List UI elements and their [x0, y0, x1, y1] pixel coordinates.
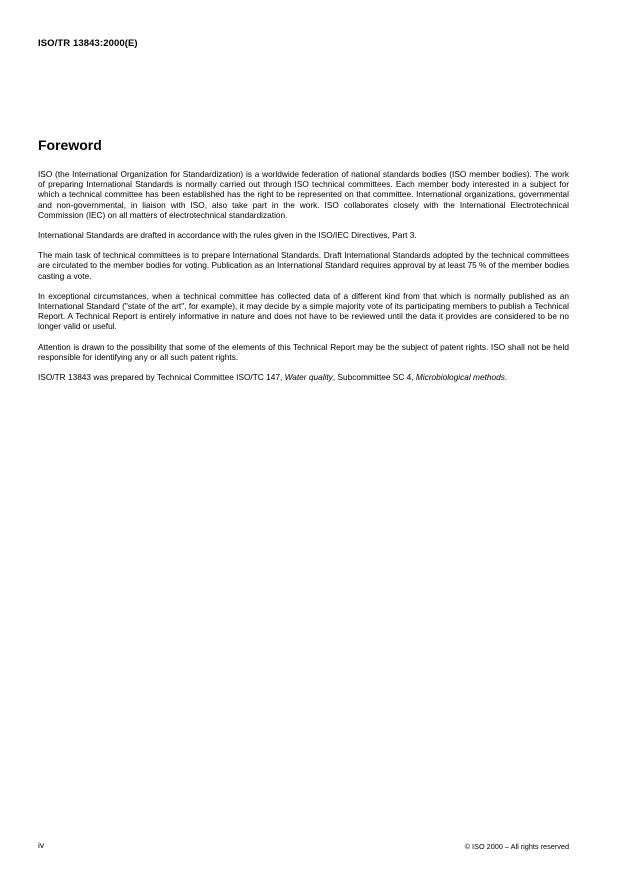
page-number: iv [38, 840, 45, 850]
prepared-by-text-3: . [504, 372, 508, 383]
page-title: Foreword [38, 137, 102, 153]
prepared-by-text-2: , Subcommittee SC 4, [332, 372, 416, 383]
committee-subject: Water quality [284, 372, 333, 383]
paragraph-exceptional: In exceptional circumstances, when a technical committee has collected data of a different kind from that which is normally published as an International Standard ("state of the art", for example), it may decide by a simple majority vote of its participating members to publish a Technical Report. A Technical Report is entirely informative in nature and does not have to be reviewed until the data it provides are considered to be no longer valid or useful. [38, 290, 569, 332]
paragraph-patent-rights: Attention is drawn to the possibility that some of the elements of this Technical Report may be the subject of patent rights. ISO shall not be held responsible for identifying any or all such patent rights. [38, 341, 569, 362]
copyright-notice: © ISO 2000 – All rights reserved [464, 842, 569, 851]
subcommittee-subject: Microbiological methods [415, 372, 505, 383]
paragraph-iso-intro: ISO (the International Organization for Standardization) is a worldwide federation of national standards bodies (ISO member bodies). The work of preparing International Standards is normally carried out through ISO technical committees. Each member body interested in a subject for which a technical committee has been established has the right to be represented on that committee. International organizations, governmental and non-governmental, in liaison with ISO, also take part in the work. ISO collaborates closely with the International Electrotechnical Commission (IEC) on all matters of electrotechnical standardization. [38, 169, 569, 220]
paragraph-main-task: The main task of technical committees is to prepare International Standards. Draft International Standards adopted by the technical committees are circulated to the member bodies for voting. Publication as an International Standard requires approval by at least 75 % of the member bodies casting a vote. [38, 250, 569, 281]
foreword-body [38, 169, 569, 382]
prepared-by-text-1: ISO/TR 13843 was prepared by Technical Committee ISO/TC 147, [38, 372, 285, 383]
paragraph-prepared-by [38, 372, 569, 382]
document-id: ISO/TR 13843:2000(E) [38, 38, 138, 49]
paragraph-directives: International Standards are drafted in accordance with the rules given in the ISO/IEC Directives, Part 3. [38, 230, 417, 241]
